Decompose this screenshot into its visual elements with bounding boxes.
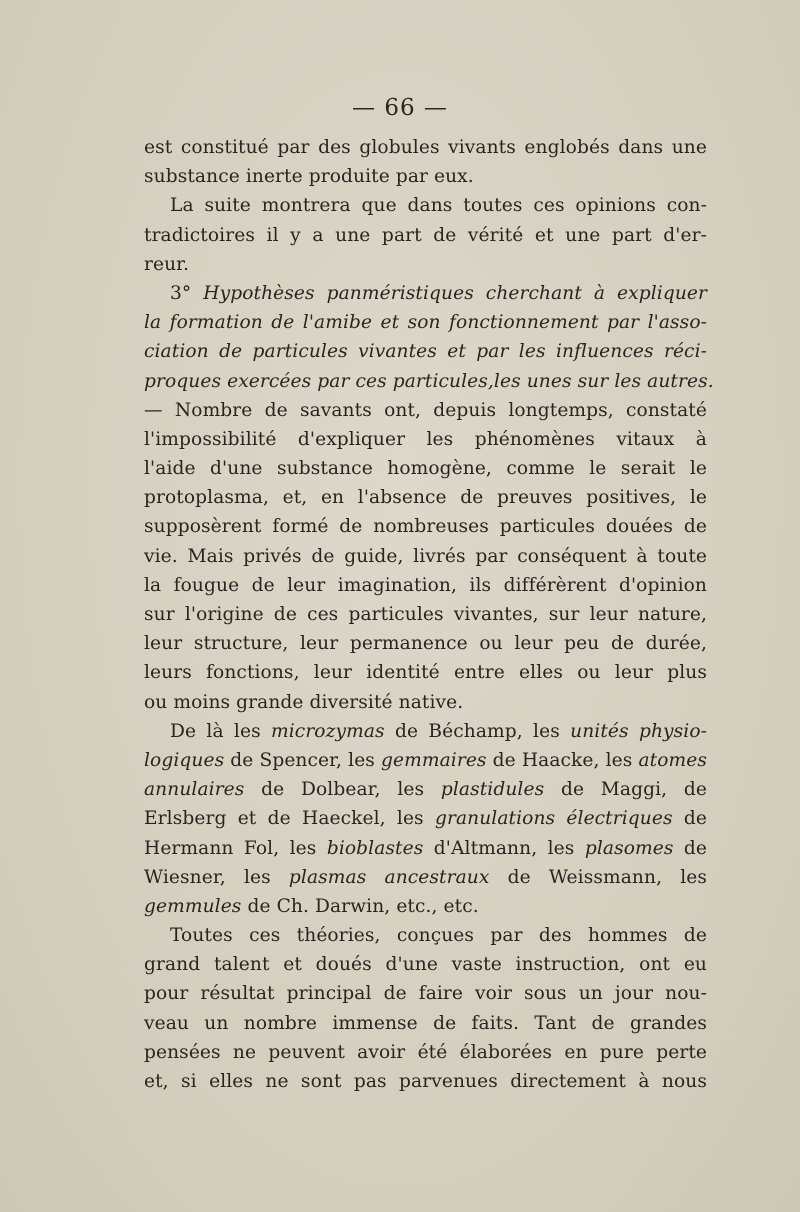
text-line: logiques de Spencer, les gemmaires de Haacke, les atomes (144, 749, 707, 771)
text-line: Wiesner, les plasmas ancestraux de Weissmann, les (144, 866, 708, 888)
text-line: Toutes ces théories, conçues par des hommes de (170, 925, 707, 947)
text-line: est constitué par des globules vivants englobés dans une (144, 137, 707, 158)
text-line: annulaires de Dolbear, les plastidules de Maggi, de (144, 779, 707, 801)
text-line: La suite montrera que dans toutes ces opinions con- (170, 195, 707, 217)
text-line: De là les microzymas de Béchamp, les unités physio- (170, 720, 707, 742)
text-line: l'impossibilité d'expliquer les phénomènes vitaux à (144, 428, 707, 450)
text-line: 3° Hypothèses panméristiques cherchant à expliquer (170, 282, 707, 304)
text-line: tradictoires il y a une part de vérité et une part d'er- (144, 224, 707, 246)
text-line: et, si elles ne sont pas parvenues directement à nous (144, 1071, 707, 1092)
text-line: Hermann Fol, les bioblastes d'Altmann, les plasomes de (144, 837, 707, 859)
text-line: sur l'origine de ces particules vivantes, sur leur nature, (144, 604, 707, 625)
text-line: protoplasma, et, en l'absence de preuves positives, le (144, 487, 707, 509)
text-line: leur structure, leur permanence ou leur peu de durée, (144, 633, 707, 655)
text-line: pour résultat principal de faire voir sous un jour nou- (144, 983, 707, 1005)
text-line: proques exercées par ces particules,les unes sur les autres. (144, 370, 714, 392)
text-line: veau un nombre immense de faits. Tant de grandes (144, 1012, 707, 1034)
text-line: leurs fonctions, leur identité entre elles ou leur plus (144, 662, 707, 684)
text-line: pensées ne peuvent avoir été élaborées en pure perte (144, 1041, 707, 1063)
text-line: supposèrent formé de nombreuses particules douées de (144, 516, 707, 538)
text-line: l'aide d'une substance homogène, comme le serait le (144, 458, 707, 480)
text-line: gemmules de Ch. Darwin, etc., etc. (144, 895, 479, 917)
text-line: substance inerte produite par eux. (144, 166, 474, 188)
text-line: grand talent et doués d'une vaste instruction, ont eu (144, 954, 707, 976)
text-line: vie. Mais privés de guide, livrés par conséquent à toute (144, 545, 707, 567)
text-line: reur. (144, 253, 190, 275)
text-line: la formation de l'amibe et son fonctionnement par l'asso- (144, 312, 707, 334)
text-line: Erlsberg et de Haeckel, les granulations électriques de (144, 808, 707, 830)
page-number: — 66 — (352, 95, 448, 121)
text-line: ciation de particules vivantes et par les influences réci- (144, 341, 707, 363)
text-line: la fougue de leur imagination, ils différèrent d'opinion (144, 574, 707, 596)
text-line: ou moins grande diversité native. (144, 691, 464, 713)
body-text (144, 133, 714, 1096)
text-line: — Nombre de savants ont, depuis longtemps, constaté (144, 399, 707, 421)
